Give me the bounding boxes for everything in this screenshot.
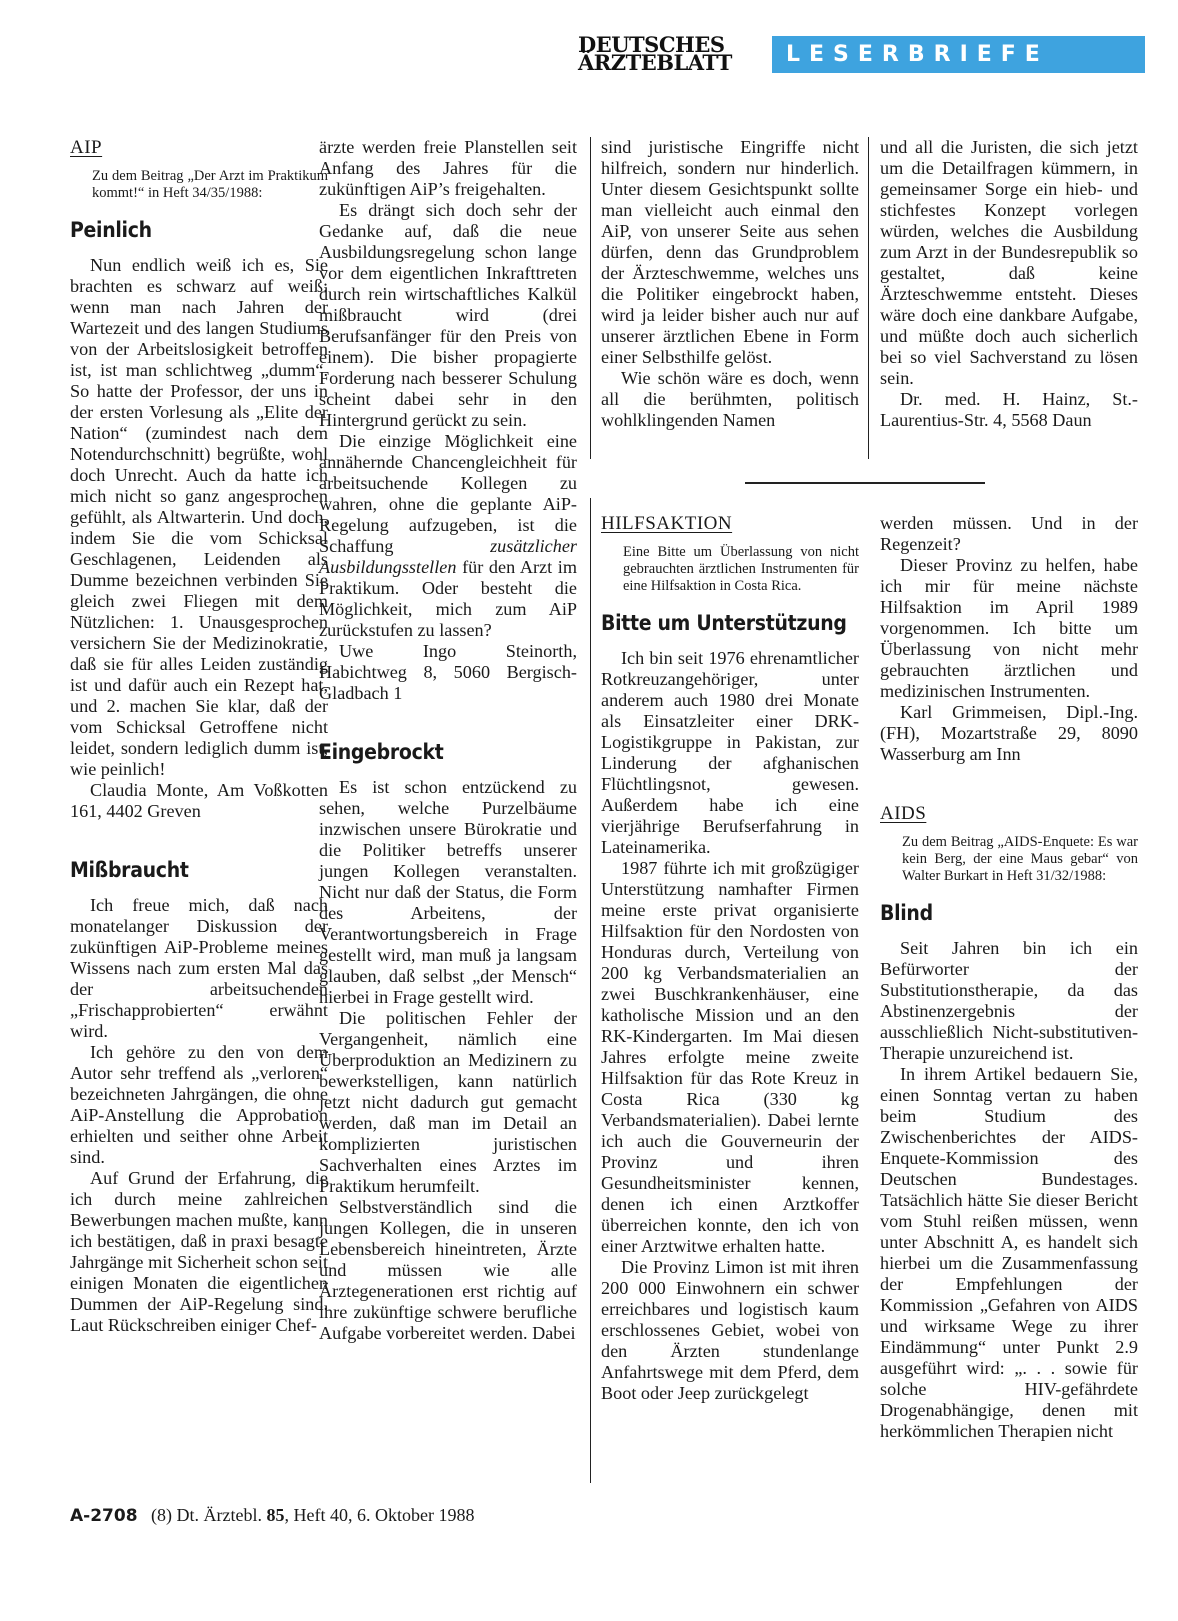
column-3-top [601,137,859,431]
issue-date: , Heft 40, 6. Oktober 1988 [284,1505,475,1525]
letter-signature: Claudia Monte, Am Voßkotten 161, 4402 Greven [70,780,328,821]
letter-paragraph: 1987 führte ich mit großzügiger Unterstützung namhafter Firmen meine erste privat organisierte Hilfsaktion für den Nordosten von Honduras durch, Verteilung von 200 kg Verbandsmaterialien an zwei Buschkrankenhäuser, eine katholische Mission und an den RK-Kindergarten. Im Mai diesen Jahres erfolgte meine zweite Hilfsaktion für das Rote Kreuz in Costa Rica (330 kg Verbandsmaterialien). Dabei lernte ich auch die Gouverneurin der Provinz und ihren Gesundheitsminister kennen, denen ich einen Arztkoffer überreichen konnte, den ich von einer Arztwitwe erhalten hatte. [601,858,859,1256]
logo-line-2: ÄRZTEBLATT [578,50,732,75]
letter-paragraph: Selbstverständlich sind die jungen Kollegen, die in unseren Lebensbereich hineintreten, Ärzte und müssen wie alle Ärztegenerationen erst richtig auf ihre zukünftige schwere berufliche Aufgabe vorbereitet werden. Dabei [319,1197,577,1343]
letter-paragraph: Die Provinz Limon ist mit ihren 200 000 Einwohnern ein schwer erreichbares und logistisch kaum erschlossenes Gebiet, wobei von den Ärzten stundenlange Anfahrtswege mit dem Pferd, dem Boot oder Jeep zurückgelegt [601,1257,859,1403]
column-4-bottom [880,803,1138,1442]
letter-signature: Uwe Ingo Steinorth, Habichtweg 8, 5060 Bergisch-Gladbach 1 [319,641,577,703]
rubric-aip: AIP [70,137,103,158]
headline-bitte-um-unterstuetzung: Bitte um Unterstützung [601,611,847,635]
headline-peinlich: Peinlich [70,218,152,242]
column-rule [590,498,591,1483]
page-footer [70,1505,474,1526]
section-separator [745,482,985,484]
rubric-aids: AIDS [880,803,927,824]
headline-blind: Blind [880,901,933,925]
column-1 [70,137,328,1336]
letter-paragraph: und all die Juristen, die sich jetzt um die Detailfragen kümmern, in gemeinsamer Sorge ein hieb- und stichfestes Konzept vorlegen würden, welches die Ausbildung zum Arzt in der Bundesrepublik so gestaltet, daß keine Ärzteschwemme entsteht. Dieses wäre doch eine dankbare Aufgabe, und müßte doch auch sicherlich bei so viel Sachverstand zu lösen sein. [880,137,1138,388]
column-3-bottom [601,513,859,1404]
letter-paragraph: Dieser Provinz zu helfen, habe ich mir für meine nächste Hilfsaktion im April 1989 vorgenommen. Ich bitte um Überlassung von nicht mehr gebrauchten ärztlichen und medizinischen Instrumenten. [880,555,1138,701]
letter-paragraph: werden müssen. Und in der Regenzeit? [880,513,1138,554]
letter-paragraph: sind juristische Eingriffe nicht hilfreich, sondern nur hinderlich. Unter diesem Gesichtspunkt sollte man vielleicht auch einmal den AiP, von unserer Seite aus sehen dürfen, denn das Grundproblem der Ärzteschwemme, welches uns die Politiker eingebrockt haben, wird ja leider bisher auch nur auf unserer ärztlichen Ebene in Form einer Selbsthilfe gelöst. [601,137,859,367]
logo-line-1: DEUTSCHES [578,32,725,57]
text-run: Die einzige Möglichkeit eine annähernde Chancengleichheit für arbeitsuchende Kollegen zu wahren, ohne die geplante AiP-Regelung aufzugeben, ist die Schaffung [319,431,577,556]
journal-logo [578,32,768,75]
column-4-top [880,137,1138,431]
letter-paragraph [319,431,577,641]
letter-paragraph: Es drängt sich doch sehr der Gedanke auf, daß die neue Ausbildungsregelung schon lange vor dem eigentlichen Inkrafttreten durch rein wirtschaftliches Kalkül mißbraucht wird (drei Berufsanfänger für den Preis von einem). Die bisher propagierte Forderung nach besserer Schulung scheint dabei sehr in den Hintergrund gerückt zu sein. [319,200,577,430]
reference-hilfsaktion: Eine Bitte um Überlassung von nicht gebrauchten ärztlichen Instrumenten für eine Hilfsaktion in Costa Rica. [623,544,859,594]
headline-missbraucht: Mißbraucht [70,858,189,882]
rubric-hilfsaktion: HILFSAKTION [601,513,733,534]
letter-signature: Dr. med. H. Hainz, St.-Laurentius-Str. 4, 5568 Daun [880,389,1138,430]
column-2 [319,137,577,1344]
letter-paragraph: Ich bin seit 1976 ehrenamtlicher Rotkreuzangehöriger, unter anderem auch 1980 drei Monate als Einsatzleiter einer DRK-Logistikgruppe in Pakistan, zur Linderung der afghanischen Flüchtlingsnot, gewesen. Außerdem habe ich eine vierjährige Berufserfahrung in Lateinamerika. [601,648,859,857]
column-4-middle [880,513,1138,765]
reference-aids: Zu dem Beitrag „AIDS-Enquete: Es war kein Berg, der eine Maus gebar“ von Walter Burkart in Heft 31/32/1988: [902,834,1138,884]
letter-paragraph: In ihrem Artikel bedauern Sie, einen Sonntag vertan zu haben beim Studium des Zwischenberichtes der AIDS-Enquete-Kommission des Deutschen Bundestages. Tatsächlich hätte Sie dieser Bericht vom Stuhl reißen müssen, wenn unter Abschnitt A, es handelt sich hierbei um die Zusammenfassung der Empfehlungen der Kommission „Gefahren von AIDS und wirksame Wege zu ihrer Eindämmung“ unter Punkt 2.9 ausgeführt wird: „. . . sowie für solche HIV-gefährdete Drogenabhängige, denen mit herkömmlichen Therapien nicht [880,1064,1138,1441]
letter-paragraph: Seit Jahren bin ich ein Befürworter der Substitutionstherapie, da das Abstinenzergebnis der ausschließlich Nicht-substitutiven-Therapie unzureichend ist. [880,938,1138,1063]
volume-number: 85 [266,1505,285,1525]
journal-reference: (8) Dt. Ärztebl. [151,1505,262,1525]
letter-paragraph: Wie schön wäre es doch, wenn all die berühmten, politisch wohlklingenden Namen [601,368,859,430]
letter-paragraph: Auf Grund der Erfahrung, die ich durch meine zahlreichen Bewerbungen machen mußte, kann ich bestätigen, daß in praxi besagte Jahrgänge mit Sicherheit schon seit einigen Monaten die eigentlichen Dummen der AiP-Regelung sind. Laut Rückschreiben einiger Chef- [70,1168,328,1335]
letter-signature: Karl Grimmeisen, Dipl.-Ing. (FH), Mozartstraße 29, 8090 Wasserburg am Inn [880,702,1138,764]
letter-paragraph: Nun endlich weiß ich es, Sie brachten es schwarz auf weiß: wenn man nach Jahren der Wartezeit und des langen Studiums von der Arbeitslosigkeit betroffen ist, ist man schlichtweg „dumm“. So hatte der Professor, der uns in der ersten Vorlesung als „Elite der Nation“ (zumindest nach dem Notendurchschnitt) begrüßte, wohl doch Unrecht. Auch da hatte ich mich nicht so ganz angesprochen gefühlt, als Altwarterin. Und doch, indem Sie die vom Schicksal Geschlagenen, Leidenden als Dumme bezeichnen verbinden Sie gleich zwei Fliegen mit dem Nützlichen: 1. Unausgesprochen versichern Sie der Medizinokratie, daß sie für alles Leiden zuständig ist und dafür auch ein Rezept hat, und 2. machen Sie klar, daß der vom Schicksal Getroffene nicht leidet, sondern lediglich dumm ist, wie peinlich! [70,255,328,779]
text-run: für den Arzt im Praktikum. Oder besteht die Möglichkeit, mich zum AiP zurückstufen zu lassen? [319,557,577,640]
page-code: A-2708 [70,1506,138,1526]
letter-paragraph: Die politischen Fehler der Vergangenheit, nämlich eine Überproduktion an Medizinern zu bewerkstelligen, kann natürlich jetzt nicht dadurch gut gemacht werden, daß man im Detail an komplizierten juristischen Sachverhalten eines Arztes im Praktikum herumfeilt. [319,1008,577,1196]
section-banner: LESERBRIEFE [772,36,1145,73]
letter-paragraph: Ich gehöre zu den von dem Autor sehr treffend als „verloren“ bezeichneten Jahrgängen, die ohne AiP-Anstellung die Approbation erhielten und seither ohne Arbeit sind. [70,1042,328,1167]
column-rule [868,137,869,459]
emphasis-text: zusätzlicher Ausbildungsstellen [319,536,577,577]
letter-paragraph: ärzte werden freie Planstellen seit Anfang des Jahres für die zukünftigen AiP’s freigehalten. [319,137,577,199]
column-rule [590,137,591,459]
letter-paragraph: Ich freue mich, daß nach monatelanger Diskussion der zukünftigen AiP-Probleme meines Wissens nach zum ersten Mal das der arbeitsuchenden „Frischapprobierten“ erwähnt wird. [70,895,328,1041]
headline-eingebrockt: Eingebrockt [319,740,444,764]
reference-aip: Zu dem Beitrag „Der Arzt im Praktikum kommt!“ in Heft 34/35/1988: [92,168,328,201]
letter-paragraph: Es ist schon entzückend zu sehen, welche Purzelbäume inzwischen unsere Bürokratie und die Politiker betreffs unserer jungen Kollegen veranstalten. Nicht nur daß der Status, die Form des Arbeitens, der Verantwortungsbereich in Frage gestellt wird, man muß ja langsam glauben, daß selbst „der Mensch“ hierbei in Frage gestellt wird. [319,777,577,1007]
